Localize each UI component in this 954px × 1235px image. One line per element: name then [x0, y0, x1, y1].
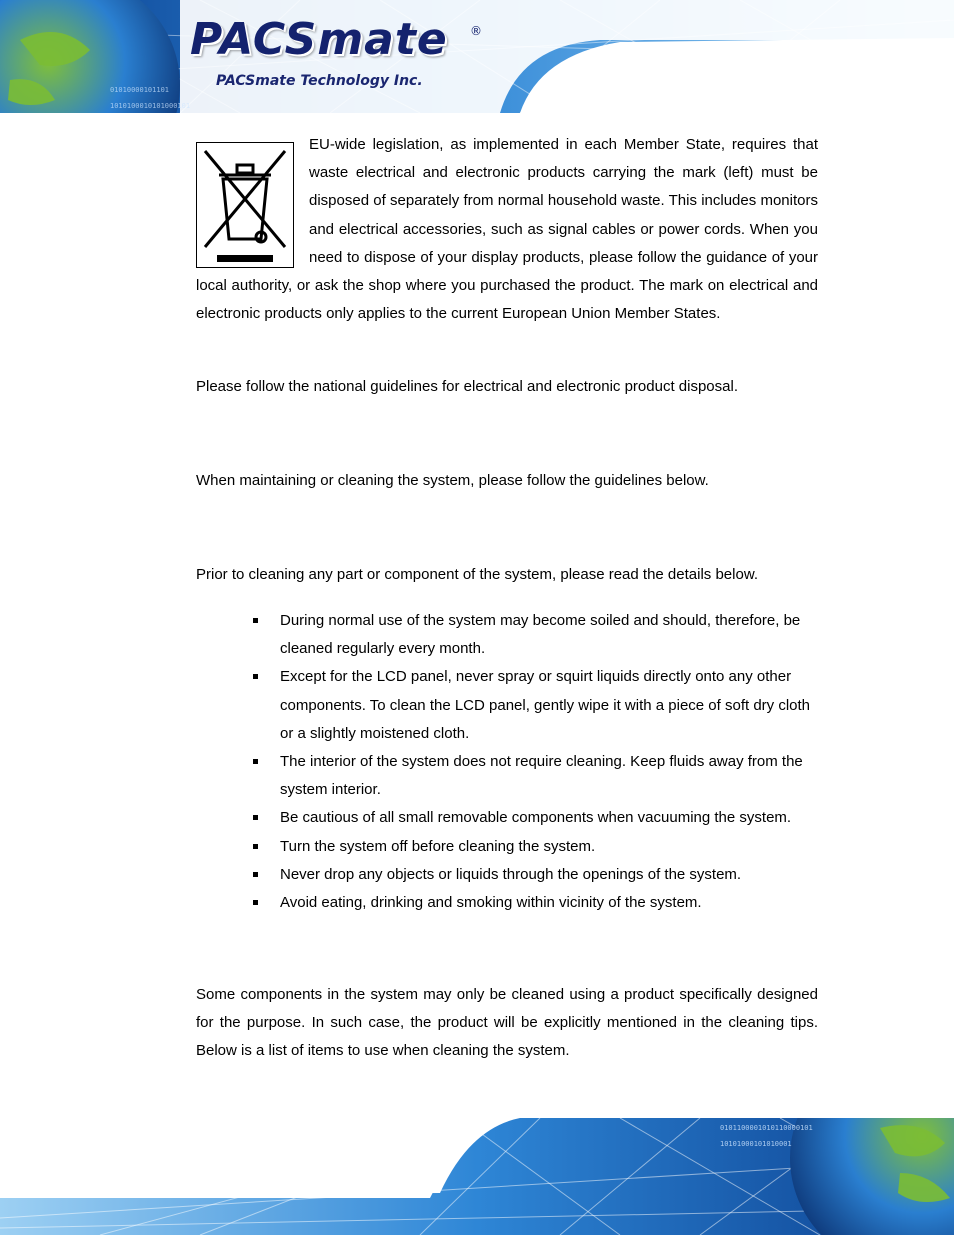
weee-icon	[196, 142, 294, 268]
list-item	[196, 748, 818, 804]
disposal-paragraph: EU-wide legislation, as implemented in each Member State, requires that waste electrical and electronic products carrying the mark (left) must be disposed of separately from normal household waste. This includes monitors and electrical accessories, such as signal cables or power cords. When you need to dispose of your display products, please follow the guidance of your local authority, or ask the shop where you purchased the product. The mark on electrical and electronic products only applies to the current European Union Member States.	[196, 136, 818, 323]
bullet-icon	[253, 872, 258, 877]
bullet-icon	[253, 900, 258, 905]
maintenance-intro-text: When maintaining or cleaning the system, please follow the guidelines below.	[196, 472, 709, 489]
cleaning-tools-paragraph: Some components in the system may only be cleaned using a product specifically designed for the purpose. In such case, the product will be explicitly mentioned in the cleaning tips. Below is a list of items to use when cleaning the system.	[196, 986, 818, 1060]
list-item-text: During normal use of the system may become soiled and should, therefore, be cleaned regularly every month.	[280, 612, 801, 658]
list-item	[196, 861, 818, 889]
list-item	[196, 889, 818, 917]
bullet-icon	[253, 759, 258, 764]
list-item-text: Be cautious of all small removable components when vacuuming the system.	[280, 809, 792, 827]
header-graphic	[0, 0, 954, 113]
cleaning-guidelines-list	[196, 607, 818, 917]
registered-mark: ®	[470, 24, 482, 38]
cleaning-intro-text: Prior to cleaning any part or component of the system, please read the details below.	[196, 566, 758, 583]
bullet-icon	[253, 674, 258, 679]
svg-text:0101100001010110000101: 0101100001010110000101	[720, 1124, 813, 1132]
brand-logo: PACSmate	[190, 14, 448, 65]
bullet-icon	[253, 844, 258, 849]
svg-text:1010100010101000101: 1010100010101000101	[110, 102, 191, 110]
header-banner	[0, 0, 954, 113]
list-item	[196, 833, 818, 861]
bullet-icon	[253, 815, 258, 820]
list-item-text: The interior of the system does not require cleaning. Keep fluids away from the system interior.	[280, 753, 803, 799]
list-item-text: Avoid eating, drinking and smoking within vicinity of the system.	[280, 894, 702, 912]
list-item-text: Turn the system off before cleaning the system.	[280, 837, 596, 855]
footer-banner	[0, 1118, 954, 1235]
list-item-text: Never drop any objects or liquids through the openings of the system.	[280, 865, 742, 883]
svg-text:10101000101010001: 10101000101010001	[720, 1140, 792, 1148]
cleaning-tools-section	[196, 981, 818, 1066]
svg-text:01010000101101: 01010000101101	[110, 86, 170, 94]
list-item	[196, 663, 818, 748]
list-item	[196, 804, 818, 832]
brand-subtitle: PACSmate Technology Inc.	[216, 73, 423, 89]
list-item	[196, 607, 818, 663]
list-item-text: Except for the LCD panel, never spray or squirt liquids directly onto any other components. To clean the LCD panel, gently wipe it with a piece of soft dry cloth or a slightly moistened cloth.	[280, 668, 811, 742]
footer-graphic	[0, 1118, 954, 1235]
bullet-icon	[253, 618, 258, 623]
national-guidelines-text: Please follow the national guidelines for electrical and electronic product disposal.	[196, 378, 738, 395]
disposal-section	[196, 131, 818, 328]
crossed-out-wheelie-bin-icon	[197, 143, 293, 267]
